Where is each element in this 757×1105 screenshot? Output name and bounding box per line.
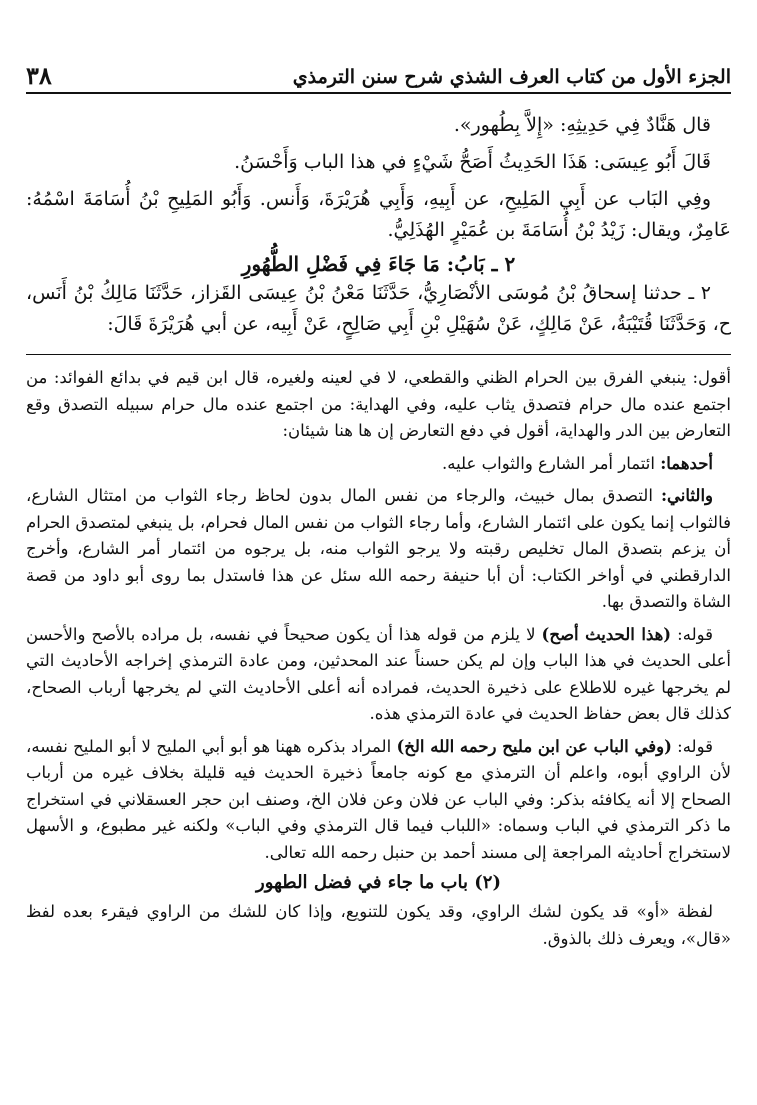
section-divider [26, 354, 731, 355]
hadith-isnad: ٢ ـ حدثنا إسحاقُ بْنُ مُوسَى الأنْصَارِيُّ، حَدَّثَنَا مَعْنُ بْنُ عِيسَى القَزاز، حَدَّثَنَا مَالِكُ بْنُ أَنَس، ح، وَحَدَّثَنَا قُتَيْبَةُ، عَنْ مَالِكٍ، عَنْ سُهَيْلِ بْنِ أَبِي صَالِحٍ، عَنْ أَبِيه، عن أبي هُرَيْرَةَ قَالَ: [26, 282, 731, 335]
commentary-section [26, 365, 731, 952]
page-number: ٣٨ [26, 61, 52, 90]
commentary-paragraph-2 [26, 451, 731, 478]
commentary-paragraph-1: أقول: ينبغي الفرق بين الحرام الظني والقطعي، لا في لعينه ولغيره، قال ابن قيم في بدائع الفوائد: من اجتمع عنده مال حرام فتصدق يثاب عليه، وفي الهداية: من اجتمع عنده مال حرام سبيله التصدق وقع التعارض بين الدر والهداية، أقول في دفع التعارض إن ها هنا شيئان: [26, 368, 731, 440]
quote-prefix: قوله: [671, 624, 714, 644]
hadith-text-section [26, 110, 731, 340]
page-content [26, 110, 731, 958]
commentary-paragraph-3 [26, 483, 731, 616]
page-header [26, 58, 731, 94]
hadith-line-fil-bab: وفِي البَاب عن أَبِي المَلِيحِ، عن أَبِيهِ، وَأَبِي هُرَيْرَةَ، وَأَنس. وَأَبُو المَلِيحِ بْنُ أُسَامَةَ اسْمُهُ: عَامِرٌ، ويقال: زَيْدُ بْنُ أُسَامَةَ بن عُمَيْرٍ الهُذَلِيُّ. [26, 188, 731, 241]
quote-explanation: المراد بذكره ههنا هو أبو أبي المليح لا أبو المليح نفسه، لأن الراوي أبوه، واعلم أن الترمذي مع كونه جامعاً ذخيرة الحديث فيه قليلة بخلاف غيره من أرباب الصحاح إلا أنه يكافئه بذكر: وفي الباب عن فلان وعن فلان الخ، وصنف ابن حجر العسقلاني في استخراج ما ذكر الترمذي في الباب وسماه: «اللباب فيما قال الترمذي وفي الباب» ولكنه غير مطبوع، و الأسهل لاستخراج أحاديثه المراجعة إلى مسند أحمد بن حنبل رحمه الله تعالى. [26, 736, 731, 862]
second-point-text: التصدق بمال خبيث، والرجاء من نفس المال بدون لحاظ رجاء الثواب من امتثال الشارع، فالثواب إنما يكون على ائتمار الشارع، وأما رجاء الثواب من نفس المال فحرام، بل ينبغي لمتصدق الحرام أن يزعم بتصدق المال تخليص رقبته ولا يرجو الثواب منه، بل يرجوه من ائتمار أمر الشارع، وأخرج الدارقطني في أواخر الكتاب: أن أبا حنيفة رحمه الله سئل عن هذا فاستدل بما روى أبو داود من قصة الشاة والتصدق بها. [26, 486, 731, 611]
commentary-sub-heading: (٢) باب ما جاء في فضل الطهور [256, 872, 501, 893]
commentary-paragraph-4 [26, 622, 731, 728]
hadith-line-abu-isa: قَالَ أَبُو عِيسَى: هَذَا الحَدِيثُ أَصَحُّ شَيْءٍ في هذا الباب وَأَحْسَنُ. [234, 151, 711, 173]
chapter-heading: ٢ ـ بَابُ: مَا جَاءَ فِي فَضْلِ الطُّهُورِ [241, 252, 516, 276]
first-point-label: أحدهما: [660, 453, 713, 473]
quote-prefix: قوله: [671, 736, 713, 756]
quote-explanation: لا يلزم من قوله هذا أن يكون صحيحاً في نفسه، بل مراده بالأصح والأحسن أعلى الحديث في هذا الباب وإن لم يكن حسناً عند المحدثين، ومن عادة الترمذي إخراجه الأحاديث التي لم يخرجها غيره للاطلاع على ذخيرة الحديث، فمراده أنه أعلى الأحاديث التي لم يخرجها أرباب الصحاح، كذلك قال بعض حفاظ الحديث في عادة الترمذي هذه. [26, 624, 731, 723]
quoted-phrase: (وفي الباب عن ابن مليح رحمه الله الخ) [396, 736, 672, 756]
running-title: الجزء الأول من كتاب العرف الشذي شرح سنن الترمذي [292, 66, 731, 88]
second-point-label: والثاني: [660, 486, 713, 505]
commentary-paragraph-5 [26, 734, 731, 867]
quoted-phrase: (هذا الحديث أصح) [541, 624, 672, 644]
first-point-text: ائتمار أمر الشارع والثواب عليه. [441, 453, 661, 473]
commentary-paragraph-6: لفظة «أو» قد يكون لشك الراوي، وقد يكون للتنويع، وإذا كان للشك من الراوي فيقرء بعده لفظ «قال»، ويعرف ذلك بالذوق. [26, 902, 731, 948]
hadith-line-hannad: قال هَنَّادٌ فِي حَدِيثِهِ: «إِلاَّ بِطُهور». [453, 114, 711, 136]
